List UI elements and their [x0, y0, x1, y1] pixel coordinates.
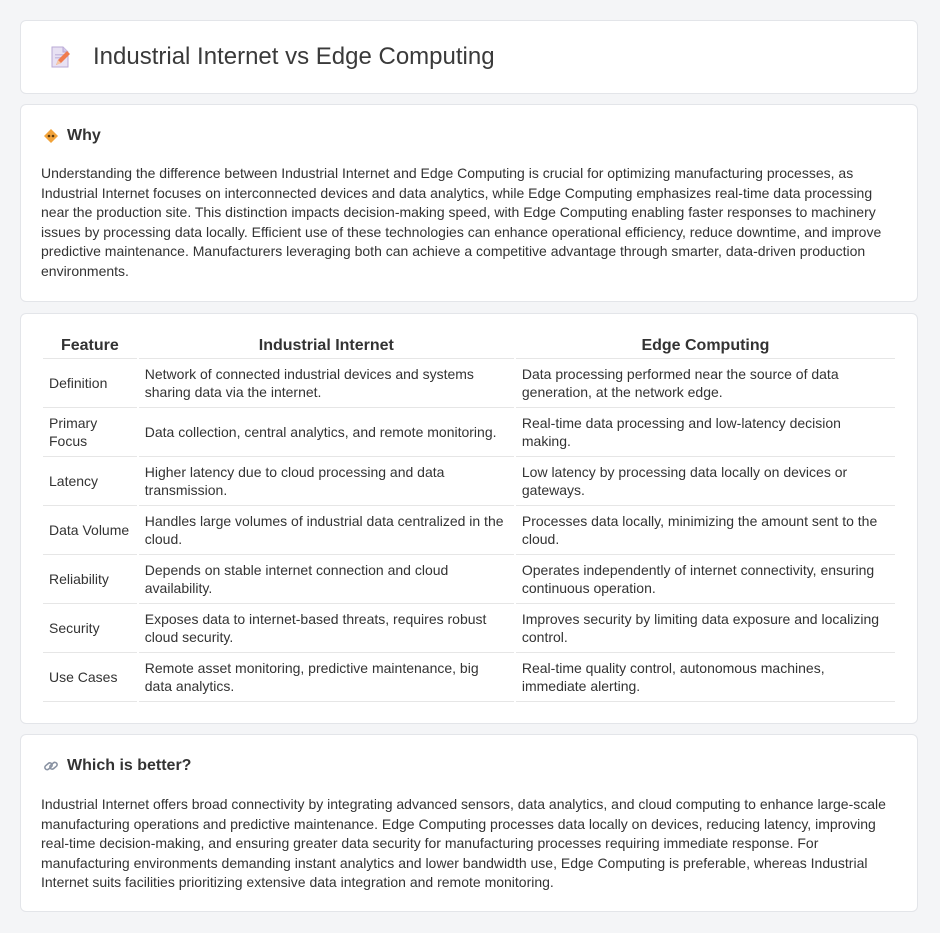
link-icon — [43, 758, 59, 774]
feature-cell: Primary Focus — [43, 408, 137, 457]
better-body: Industrial Internet offers broad connectivity by integrating advanced sensors, data analytics, and cloud computing to enhance large-scale manufacturing operations and predictive maintenance. Edge Computing processes data locally on devices, reducing latency, improving real-time decision-making, and ensuring greater data security for manufacturing processes requiring immediate response. For manufacturing environments demanding instant analytics and lower bandwidth use, Edge Computing is preferable, whereas Industrial Internet suits facilities prioritizing extensive data integration and remote monitoring. — [41, 796, 886, 890]
page-title: Industrial Internet vs Edge Computing — [93, 43, 495, 70]
edge-computing-cell: Processes data locally, minimizing the amount sent to the cloud. — [516, 506, 895, 555]
feature-cell: Latency — [43, 457, 137, 506]
table-row — [43, 506, 895, 555]
table-row — [43, 604, 895, 653]
feature-cell: Data Volume — [43, 506, 137, 555]
header-feature: Feature — [43, 334, 137, 359]
table-row — [43, 408, 895, 457]
feature-cell: Definition — [43, 359, 137, 408]
feature-cell: Reliability — [43, 555, 137, 604]
why-title: Why — [67, 127, 101, 144]
better-heading — [43, 757, 191, 775]
edge-computing-cell: Real-time data processing and low-latency decision making. — [516, 408, 895, 457]
industrial-internet-cell: Network of connected industrial devices and systems sharing data via the internet. — [139, 359, 514, 408]
table-row — [43, 457, 895, 506]
table-row — [43, 653, 895, 702]
table-header-row — [43, 334, 895, 359]
why-card — [20, 104, 918, 302]
why-heading — [43, 127, 101, 145]
header-industrial-internet: Industrial Internet — [139, 334, 514, 359]
why-body: Understanding the difference between Industrial Internet and Edge Computing is crucial for optimizing manufacturing processes, as Industrial Internet focuses on interconnected devices and data analytics, while Edge Computing emphasizes real-time data processing near the production site. This distinction impacts decision-making speed, with Edge Computing enabling faster responses to machinery issues by processing data locally. Efficient use of these technologies can enhance operational efficiency, reduce downtime, and improve predictive maintenance. Manufacturers leveraging both can achieve a competitive advantage through smarter, data-driven production environments. — [41, 165, 882, 279]
header-edge-computing: Edge Computing — [516, 334, 895, 359]
edge-computing-cell: Operates independently of internet connectivity, ensuring continuous operation. — [516, 555, 895, 604]
industrial-internet-cell: Exposes data to internet-based threats, requires robust cloud security. — [139, 604, 514, 653]
edge-computing-cell: Data processing performed near the source of data generation, at the network edge. — [516, 359, 895, 408]
document-pencil-icon — [47, 44, 73, 70]
feature-cell: Security — [43, 604, 137, 653]
diamond-icon — [43, 128, 59, 144]
industrial-internet-cell: Remote asset monitoring, predictive maintenance, big data analytics. — [139, 653, 514, 702]
table-row — [43, 359, 895, 408]
edge-computing-cell: Low latency by processing data locally on devices or gateways. — [516, 457, 895, 506]
comparison-card — [20, 313, 918, 724]
better-title: Which is better? — [67, 757, 192, 774]
industrial-internet-cell: Higher latency due to cloud processing and data transmission. — [139, 457, 514, 506]
table-row — [43, 555, 895, 604]
industrial-internet-cell: Depends on stable internet connection and cloud availability. — [139, 555, 514, 604]
comparison-table — [41, 334, 897, 702]
feature-cell: Use Cases — [43, 653, 137, 702]
edge-computing-cell: Real-time quality control, autonomous machines, immediate alerting. — [516, 653, 895, 702]
title-row — [47, 43, 495, 71]
which-better-card — [20, 734, 918, 912]
industrial-internet-cell: Data collection, central analytics, and remote monitoring. — [139, 408, 514, 457]
industrial-internet-cell: Handles large volumes of industrial data centralized in the cloud. — [139, 506, 514, 555]
header-card — [20, 20, 918, 94]
edge-computing-cell: Improves security by limiting data exposure and localizing control. — [516, 604, 895, 653]
